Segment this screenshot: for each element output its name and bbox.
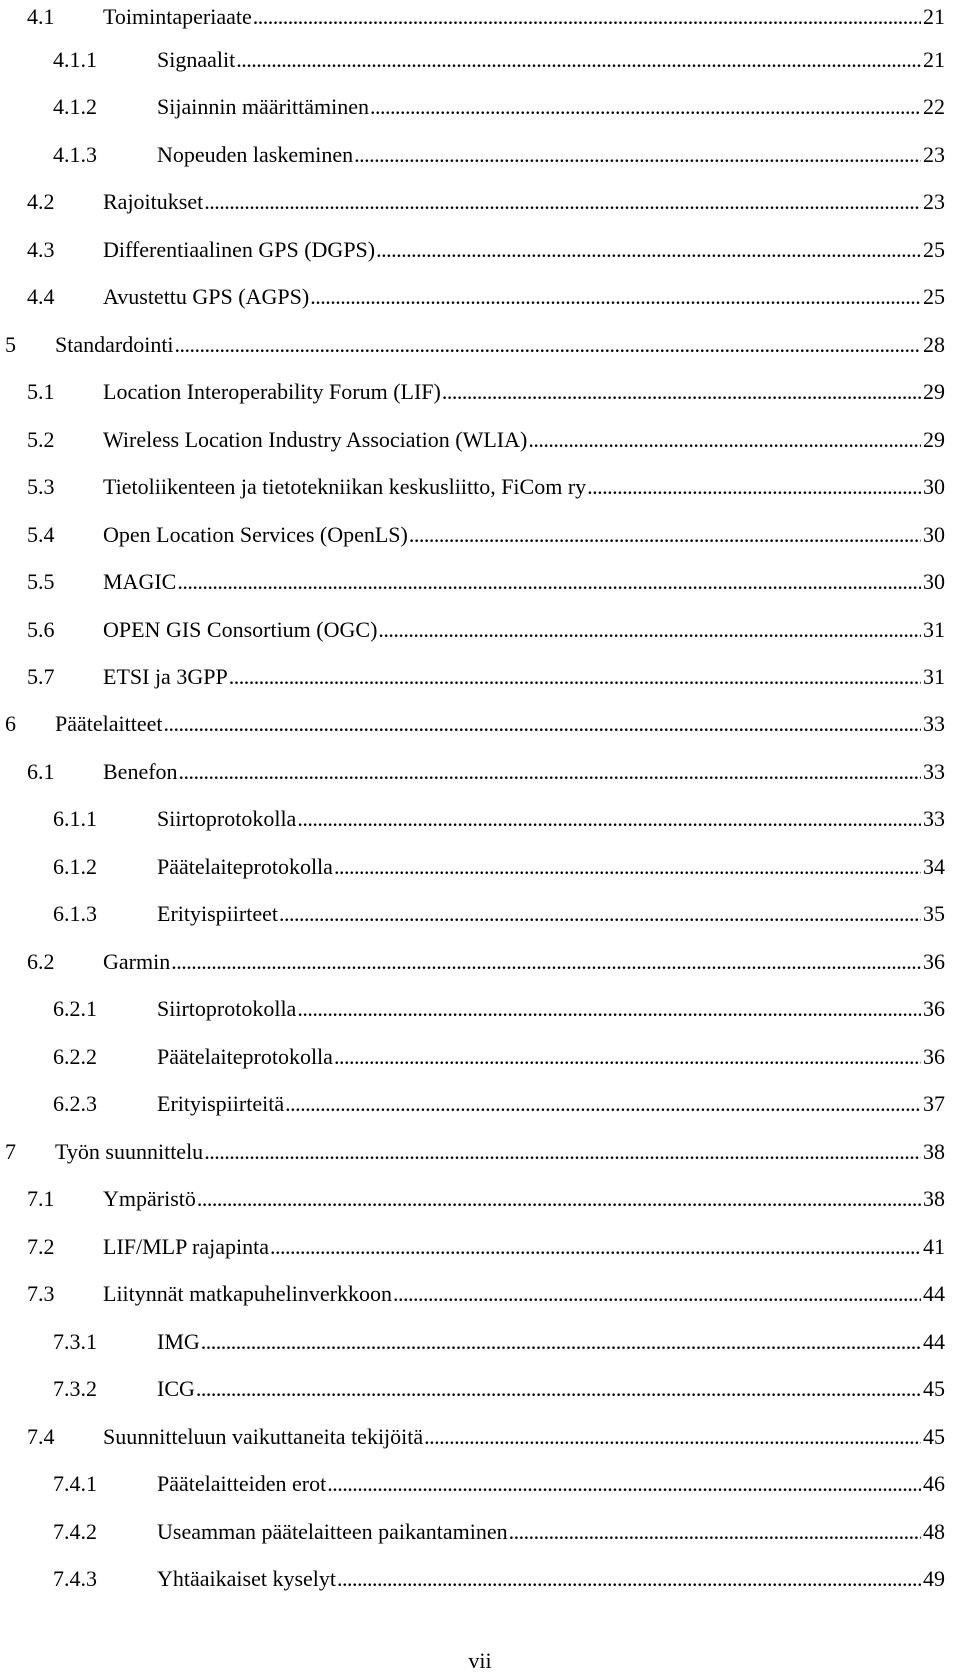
dot-leader (164, 707, 922, 741)
toc-entry-7-4-2[interactable] (53, 1515, 945, 1549)
toc-entry-number: 5 (5, 332, 16, 357)
toc-entry-number: 5.2 (27, 427, 55, 452)
toc-entry-page: 37 (923, 1091, 945, 1116)
toc-entry-page: 33 (923, 806, 945, 831)
toc-entry-number: 7.3.2 (53, 1376, 97, 1401)
toc-entry-page: 30 (923, 474, 945, 499)
dot-leader (279, 897, 921, 931)
toc-entry-number: 7.2 (27, 1234, 55, 1259)
toc-entry-5-3[interactable] (27, 470, 945, 504)
dot-leader (327, 1467, 921, 1501)
toc-entry-title: Yhtäaikaiset kyselyt (157, 1566, 337, 1591)
toc-entry-5-2[interactable] (27, 423, 945, 457)
toc-entry-title: Siirtoprotokolla (157, 996, 297, 1021)
toc-entry-number: 4.3 (27, 237, 55, 262)
toc-entry-title: Toimintaperiaate (103, 4, 252, 29)
toc-entry-title: Nopeuden laskeminen (157, 142, 354, 167)
toc-entry-number: 4.2 (27, 189, 55, 214)
toc-entry-number: 5.5 (27, 569, 55, 594)
toc-entry-6[interactable] (5, 707, 945, 741)
toc-entry-5[interactable] (5, 328, 945, 362)
toc-entry-page: 33 (923, 759, 945, 784)
dot-leader (587, 470, 921, 504)
toc-entry-page: 34 (923, 854, 945, 879)
dot-leader (171, 945, 921, 979)
toc-entry-title: Rajoitukset (103, 189, 204, 214)
toc-entry-4-1[interactable] (27, 0, 945, 34)
dot-leader (204, 185, 921, 219)
toc-entry-title: Päätelaitteet (55, 711, 163, 736)
toc-entry-5-6[interactable] (27, 613, 945, 647)
toc-entry-4-4[interactable] (27, 280, 945, 314)
dot-leader (528, 423, 921, 457)
dot-leader (229, 660, 921, 694)
toc-entry-number: 7.4.2 (53, 1519, 97, 1544)
toc-entry-6-2-2[interactable] (53, 1040, 945, 1074)
toc-entry-page: 22 (923, 94, 945, 119)
toc-entry-title: Standardointi (55, 332, 174, 357)
toc-entry-page: 31 (923, 664, 945, 689)
dot-leader (270, 1230, 921, 1264)
toc-entry-number: 7.4.3 (53, 1566, 97, 1591)
toc-entry-4-1-1[interactable] (53, 43, 945, 77)
toc-entry-7-4[interactable] (27, 1420, 945, 1454)
toc-entry-number: 5.6 (27, 617, 55, 642)
toc-entry-title: Avustettu GPS (AGPS) (103, 284, 310, 309)
toc-entry-title: LIF/MLP rajapinta (103, 1234, 269, 1259)
toc-entry-7-1[interactable] (27, 1182, 945, 1216)
toc-entry-number: 7.4 (27, 1424, 55, 1449)
toc-entry-page: 21 (923, 4, 945, 29)
toc-entry-7-3-2[interactable] (53, 1372, 945, 1406)
toc-entry-page: 49 (923, 1566, 945, 1591)
toc-entry-page: 41 (923, 1234, 945, 1259)
toc-entry-6-1-3[interactable] (53, 897, 945, 931)
toc-entry-7-3-1[interactable] (53, 1325, 945, 1359)
toc-entry-page: 23 (923, 142, 945, 167)
toc-entry-page: 36 (923, 1044, 945, 1069)
toc-entry-4-1-3[interactable] (53, 138, 945, 172)
toc-entry-number: 6.1.1 (53, 806, 97, 831)
toc-entry-number: 5.4 (27, 522, 55, 547)
dot-leader (370, 90, 921, 124)
toc-entry-page: 21 (923, 47, 945, 72)
toc-entry-page: 33 (923, 711, 945, 736)
toc-entry-6-2[interactable] (27, 945, 945, 979)
toc-entry-6-1[interactable] (27, 755, 945, 789)
dot-leader (253, 0, 921, 34)
toc-entry-page: 30 (923, 522, 945, 547)
dot-leader (197, 1182, 921, 1216)
toc-entry-title: Erityispiirteitä (157, 1091, 285, 1116)
toc-entry-page: 29 (923, 379, 945, 404)
dot-leader (354, 138, 921, 172)
toc-entry-page: 44 (923, 1329, 945, 1354)
dot-leader (337, 1562, 921, 1596)
toc-entry-page: 30 (923, 569, 945, 594)
toc-entry-number: 4.1.1 (53, 47, 97, 72)
toc-entry-title: Open Location Services (OpenLS) (103, 522, 408, 547)
dot-leader (334, 1040, 921, 1074)
toc-entry-number: 6 (5, 711, 16, 736)
toc-entry-number: 4.4 (27, 284, 55, 309)
dot-leader (204, 1135, 921, 1169)
toc-entry-page: 36 (923, 996, 945, 1021)
toc-entry-number: 5.3 (27, 474, 55, 499)
dot-leader (297, 802, 921, 836)
toc-entry-page: 38 (923, 1139, 945, 1164)
toc-entry-7-2[interactable] (27, 1230, 945, 1264)
toc-entry-page: 31 (923, 617, 945, 642)
toc-entry-page: 45 (923, 1376, 945, 1401)
toc-entry-number: 6.2 (27, 949, 55, 974)
toc-entry-5-4[interactable] (27, 518, 945, 552)
toc-entry-7-4-3[interactable] (53, 1562, 945, 1596)
toc-entry-title: ETSI ja 3GPP (103, 664, 228, 689)
toc-entry-title: MAGIC (103, 569, 177, 594)
toc-entry-6-2-3[interactable] (53, 1087, 945, 1121)
toc-entry-5-7[interactable] (27, 660, 945, 694)
toc-entry-title: Differentiaalinen GPS (DGPS) (103, 237, 376, 262)
dot-leader (177, 565, 921, 599)
toc-entry-number: 4.1.3 (53, 142, 97, 167)
toc-entry-title: Päätelaiteprotokolla (157, 854, 333, 879)
toc-entry-number: 5.7 (27, 664, 55, 689)
toc-entry-title: Sijainnin määrittäminen (157, 94, 370, 119)
toc-entry-title: Siirtoprotokolla (157, 806, 297, 831)
toc-entry-6-1-1[interactable] (53, 802, 945, 836)
dot-leader (509, 1515, 921, 1549)
toc-entry-number: 6.2.1 (53, 996, 97, 1021)
toc-entry-title: IMG (157, 1329, 200, 1354)
toc-entry-number: 6.2.2 (53, 1044, 97, 1069)
toc-entry-page: 29 (923, 427, 945, 452)
dot-leader (310, 280, 921, 314)
toc-entry-title: ICG (157, 1376, 195, 1401)
toc-entry-page: 45 (923, 1424, 945, 1449)
toc-entry-page: 46 (923, 1471, 945, 1496)
toc-entry-page: 36 (923, 949, 945, 974)
toc-entry-title: Benefon (103, 759, 178, 784)
dot-leader (175, 328, 921, 362)
dot-leader (201, 1325, 921, 1359)
toc-entry-number: 7.1 (27, 1186, 55, 1211)
toc-entry-page: 28 (923, 332, 945, 357)
toc-entry-number: 5.1 (27, 379, 55, 404)
toc-entry-title: Suunnitteluun vaikuttaneita tekijöitä (103, 1424, 424, 1449)
toc-entry-page: 35 (923, 901, 945, 926)
toc-entry-number: 4.1.2 (53, 94, 97, 119)
toc-entry-page: 23 (923, 189, 945, 214)
toc-entry-title: Signaalit (157, 47, 236, 72)
toc-entry-4-2[interactable] (27, 185, 945, 219)
toc-entry-number: 7.4.1 (53, 1471, 97, 1496)
toc-entry-5-1[interactable] (27, 375, 945, 409)
toc-entry-title: Päätelaitteiden erot (157, 1471, 327, 1496)
toc-entry-7-4-1[interactable] (53, 1467, 945, 1501)
toc-entry-6-1-2[interactable] (53, 850, 945, 884)
toc-entry-7-3[interactable] (27, 1277, 945, 1311)
toc-entry-page: 44 (923, 1281, 945, 1306)
dot-leader (285, 1087, 921, 1121)
page-number: vii (468, 1648, 492, 1673)
dot-leader (378, 613, 921, 647)
toc-entry-page: 25 (923, 237, 945, 262)
toc-entry-title: Wireless Location Industry Association (WLIA) (103, 427, 528, 452)
toc-entry-page: 25 (923, 284, 945, 309)
toc-entry-page: 38 (923, 1186, 945, 1211)
toc-entry-7[interactable] (5, 1135, 945, 1169)
toc-entry-title: OPEN GIS Consortium (OGC) (103, 617, 378, 642)
toc-entry-5-5[interactable] (27, 565, 945, 599)
dot-leader (297, 992, 921, 1026)
toc-entry-title: Useamman päätelaitteen paikantaminen (157, 1519, 508, 1544)
dot-leader (409, 518, 921, 552)
toc-entry-number: 7.3 (27, 1281, 55, 1306)
toc-entry-number: 7 (5, 1139, 16, 1164)
toc-entry-page: 48 (923, 1519, 945, 1544)
toc-entry-number: 7.3.1 (53, 1329, 97, 1354)
dot-leader (442, 375, 921, 409)
dot-leader (236, 43, 921, 77)
dot-leader (393, 1277, 921, 1311)
toc-entry-title: Tietoliikenteen ja tietotekniikan keskusliitto, FiCom ry (103, 474, 587, 499)
toc-entry-title: Liitynnät matkapuhelinverkkoon (103, 1281, 392, 1306)
dot-leader (179, 755, 921, 789)
dot-leader (424, 1420, 921, 1454)
toc-entry-title: Päätelaiteprotokolla (157, 1044, 333, 1069)
toc-entry-title: Erityispiirteet (157, 901, 278, 926)
toc-entry-4-1-2[interactable] (53, 90, 945, 124)
dot-leader (334, 850, 921, 884)
toc-entry-number: 6.1.3 (53, 901, 97, 926)
toc-entry-number: 6.2.3 (53, 1091, 97, 1116)
toc-entry-title: Garmin (103, 949, 171, 974)
toc-entry-title: Työn suunnittelu (55, 1139, 204, 1164)
dot-leader (376, 233, 921, 267)
toc-entry-number: 6.1.2 (53, 854, 97, 879)
toc-entry-number: 4.1 (27, 4, 55, 29)
dot-leader (196, 1372, 921, 1406)
toc-entry-title: Location Interoperability Forum (LIF) (103, 379, 441, 404)
toc-entry-6-2-1[interactable] (53, 992, 945, 1026)
toc-entry-title: Ympäristö (103, 1186, 196, 1211)
toc-entry-number: 6.1 (27, 759, 55, 784)
toc-entry-4-3[interactable] (27, 233, 945, 267)
